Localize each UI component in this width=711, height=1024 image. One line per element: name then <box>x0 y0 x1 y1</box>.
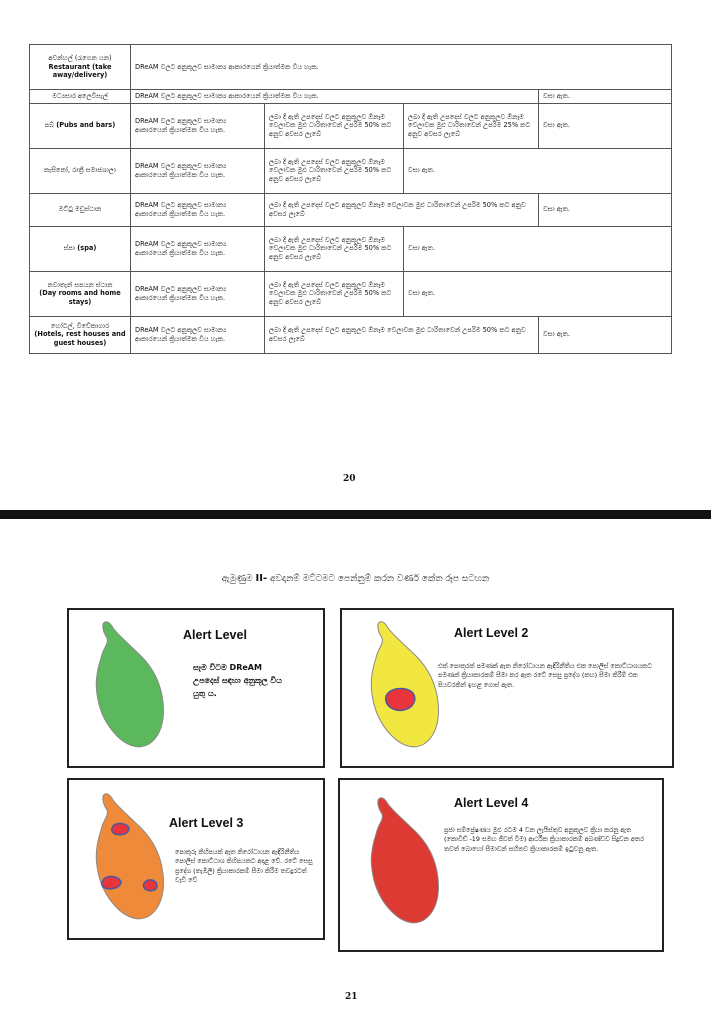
rule-cell: වසා ඇත. <box>539 316 672 353</box>
alert-level-1-card <box>67 608 325 768</box>
rule-cell: වසා ඇත. <box>404 226 672 271</box>
table-row <box>30 316 672 353</box>
rule-cell: DReAM වලට අනුකූලව සාමාන්‍ය ආකාරයෙන් ක්‍රියාත්මක විය හැක. <box>131 90 539 104</box>
rule-cell: ලබා දී ඇති උපදෙස් වලට අනුකූලව ඕනෑම වෙලාවක මුළු ධාරිතාවෙන් උපරිම 50% කට අනුව අවසර ලැබේ <box>265 148 404 193</box>
category-cell: ස්පා (spa) <box>30 226 131 271</box>
covid-cluster <box>386 689 415 711</box>
category-cell: ඔට්ටු මඩුස්ථාන <box>30 193 131 226</box>
category-cell: හෝටල්, විවේකාගාර (Hotels, rest houses and guest houses) <box>30 316 131 353</box>
rule-cell: ලබා දී ඇති උපදෙස් වලට අනුකූලව ඕනෑම වෙලාවක මුළු ධාරිතාවෙන් උපරිම 50% කට අනුව අවසර ලැබේ <box>265 271 404 316</box>
category-cell: නවාතැන් සපයන ස්ථාන (Day rooms and home stays) <box>30 271 131 316</box>
rule-cell: වසා ඇත. <box>539 90 672 104</box>
page-number: 20 <box>343 474 356 484</box>
alert-level-description: ප්‍රජා සම්ප්‍රේෂණය මුළු රටම 4 වන ලැයිස්තුව අනුකූලව ක්‍රියා කරනු ඇත (කොවිඩ් -19 සමඟ ජීවත් වීම) ආර්ථික ක්‍රියාකාරකම් අඛණ්ඩව සිදුවන අතර තවත් බොහෝ සීමාවන් සහිතව ක්‍රියාකාරකම් ඉටුවනු ඇත. <box>444 826 644 853</box>
rule-cell: DReAM වලට අනුකූලව සාමාන්‍ය ආකාරයෙන් ක්‍රියාත්මක විය හැක. <box>131 271 265 316</box>
alert-level-label: Alert Level 3 <box>169 816 244 830</box>
rule-cell: DReAM වලට අනුකූලව සාමාන්‍ය ආකාරයෙන් ක්‍රියාත්මක විය හැක. <box>131 148 265 193</box>
alert-level-label: Alert Level 2 <box>454 626 529 640</box>
category-cell: කැසිනෝ, රාත්‍රී සමාජශාලා <box>30 148 131 193</box>
covid-cluster <box>112 824 129 835</box>
rule-cell: DReAM වලට අනුකූලව සාමාන්‍ය ආකාරයෙන් ක්‍රියාත්මක විය හැක. <box>131 316 265 353</box>
sri-lanka-map-green <box>87 618 167 758</box>
category-cell: පබ් (Pubs and bars) <box>30 103 131 148</box>
alert-level-label: Alert Level <box>183 628 247 642</box>
rule-cell: වසා ඇත. <box>539 193 672 226</box>
category-cell: අවන්හල් (රැගෙන යන) Restaurant (take away/delivery) <box>30 45 131 90</box>
rule-cell: ලබා දී ඇති උපදෙස් වලට අනුකූලව ඕනෑම වෙලාවක මුළු ධාරිතාවෙන් උපරිම 50% කට අනුව අවසර ලැබේ <box>265 226 404 271</box>
alert-level-3-card <box>67 778 325 940</box>
covid-cluster <box>102 876 121 888</box>
rule-cell: ලබා දී ඇති උපදෙස් වලට අනුකූලව ඕනෑම වෙලාවක මුළු ධාරිතාවෙන් උපරිම 50% කට අනුව අවසර ලැබේ <box>265 193 539 226</box>
rule-cell: වසා ඇත. <box>539 103 672 148</box>
rule-cell: DReAM වලට අනුකූලව සාමාන්‍ය ආකාරයෙන් ක්‍රියාත්මක විය හැක. <box>131 103 265 148</box>
page-20 <box>0 0 711 508</box>
table-row <box>30 193 672 226</box>
alert-level-description: සෑම විටම DReAM උපදෙස් සඳහා අනුකූල විය යුතු ය. <box>193 663 282 698</box>
covid-cluster <box>144 880 158 891</box>
table-row <box>30 90 672 104</box>
page-divider <box>0 510 711 519</box>
table-row <box>30 226 672 271</box>
sri-lanka-map-yellow <box>362 618 442 758</box>
alert-level-4-card <box>338 778 664 952</box>
rules-table <box>29 44 672 354</box>
rule-cell: ලබා දී ඇති උපදෙස් වලට අනුකූලව ඕනෑම වෙලාවක මුළු ධාරිතාවෙන් උපරිම 50% කට අනුව අවසර ලැබේ <box>265 316 539 353</box>
rule-cell: DReAM වලට අනුකූලව සාමාන්‍ය ආකාරයෙන් ක්‍රියාත්මක විය හැක. <box>131 226 265 271</box>
alert-level-description: එක් පොකුරක් පමණක් ඇත නිරෝධායන ඇඳිරිනීතිය එක පොලිස් කොට්ඨාශයකට පමණක් ක්‍රියාකාරකම් සීමා කර ඇත රටේ සෙසු ප්‍රදේශ (කහ) සීමා කිරීම් එක පියවරකින් ඉහළ ගොස් ඇත. <box>438 662 652 689</box>
alert-level-label: Alert Level 4 <box>454 796 529 810</box>
table-row <box>30 148 672 193</box>
alert-level-2-card <box>340 608 674 768</box>
table-row <box>30 45 672 90</box>
rule-cell: වසා ඇත. <box>404 271 672 316</box>
table-row <box>30 271 672 316</box>
annex-title: ඇමුණුම II- අවදානම් මට්ටමට පෙන්නුම් කරන වර්ණ කේත රූප සටහන <box>221 573 490 584</box>
alert-level-description: පොකුරු කිහිපයක් ඇත නිරෝධායන ඇඳිරිනීතිය පොලිස් කොට්ඨාශ කිහිපයකට අදාළ වේ. රටේ සෙසු ප්‍රදේශ (තැඹිලි) ක්‍රියාකාරකම් සීමා කිරීම තවදුරටත් වැඩි වේ <box>175 848 313 884</box>
category-cell: මධ්‍යසාර අලෙවිසැල් <box>30 90 131 104</box>
page-21 <box>0 519 711 1024</box>
rule-cell: ලබා දී ඇති උපදෙස් වලට අනුකූලව ඕනෑම වෙලාවක මුළු ධාරිතාවෙන් උපරිම 25% කට අනුව අවසර ලැබේ <box>404 103 539 148</box>
rule-cell: DReAM වලට අනුකූලව සාමාන්‍ය ආකාරයෙන් ක්‍රියාත්මක විය හැක. <box>131 193 265 226</box>
table-row <box>30 103 672 148</box>
page-number: 21 <box>345 992 358 1002</box>
sri-lanka-map-red <box>362 794 442 934</box>
sri-lanka-map-orange <box>87 790 167 930</box>
rule-cell: DReAM වලට අනුකූලව සාමාන්‍ය ආකාරයෙන් ක්‍රියාත්මක විය හැක. <box>131 45 672 90</box>
rule-cell: ලබා දී ඇති උපදෙස් වලට අනුකූලව ඕනෑම වෙලාවක මුළු ධාරිතාවෙන් උපරිම 50% කට අනුව අවසර ලැබේ <box>265 103 404 148</box>
rule-cell: වසා ඇත. <box>404 148 672 193</box>
